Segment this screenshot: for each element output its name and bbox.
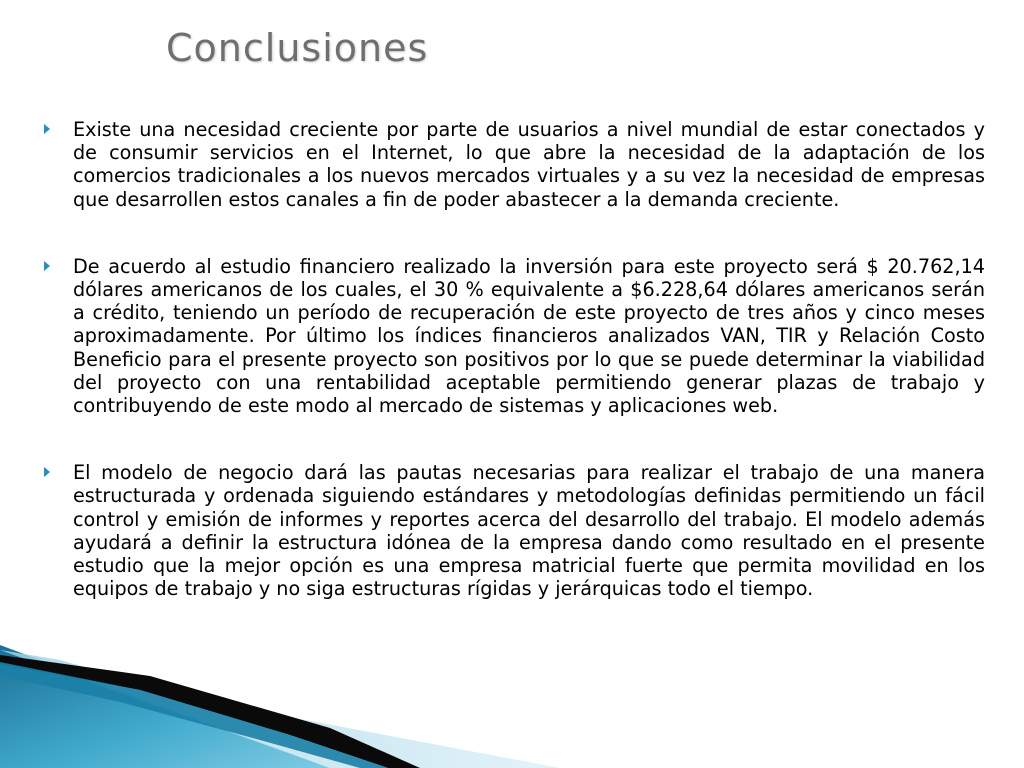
bullet-text: De acuerdo al estudio financiero realizado la inversión para este proyecto será $ 20.762,14 dólares americanos de los cuales, el 30 % equivalente a $6.228,64 dólares americanos serán a crédito, teniendo un período de recuperación de este proyecto de tres años y cinco meses aproximadamente. Por último los índices financieros analizados VAN, TIR y Relación Costo Beneficio para el presente proyecto son positivos por lo que se puede determinar la viabilidad del proyecto con una rentabilidad aceptable permitiendo generar plazas de trabajo y contribuyendo de este modo al mercado de sistemas y aplicaciones web. [73, 254, 985, 418]
triangle-bullet-icon [44, 467, 50, 477]
bullet-text: Existe una necesidad creciente por parte de usuarios a nivel mundial de estar conectados y de consumir servicios en el Internet, lo que abre la necesidad de la adaptación de los comercios tradicionales a los nuevos mercados virtuales y a su vez la necesidad de empresas que desarrollen estos canales a fin de poder abastecer a la demanda creciente. [73, 118, 985, 211]
bullet-text: El modelo de negocio dará las pautas necesarias para realizar el trabajo de una manera estructurada y ordenada siguiendo estándares y metodologías definidas permitiendo un fácil control y emisión de informes y reportes acerca del desarrollo del trabajo. El modelo además ayudará a definir la estructura idónea de la empresa dando como resultado en el presente estudio que la mejor opción es una empresa matricial fuerte que permita movilidad en los equipos de trabajo y no siga estructuras rígidas y jerárquicas todo el tiempo. [73, 461, 985, 601]
bullet-list [44, 118, 985, 644]
bullet-item [44, 118, 985, 211]
triangle-bullet-icon [44, 124, 50, 134]
slide-title: Conclusiones [166, 26, 429, 70]
bullet-item [44, 461, 985, 600]
bullet-item [44, 255, 985, 417]
triangle-bullet-icon [44, 261, 50, 271]
